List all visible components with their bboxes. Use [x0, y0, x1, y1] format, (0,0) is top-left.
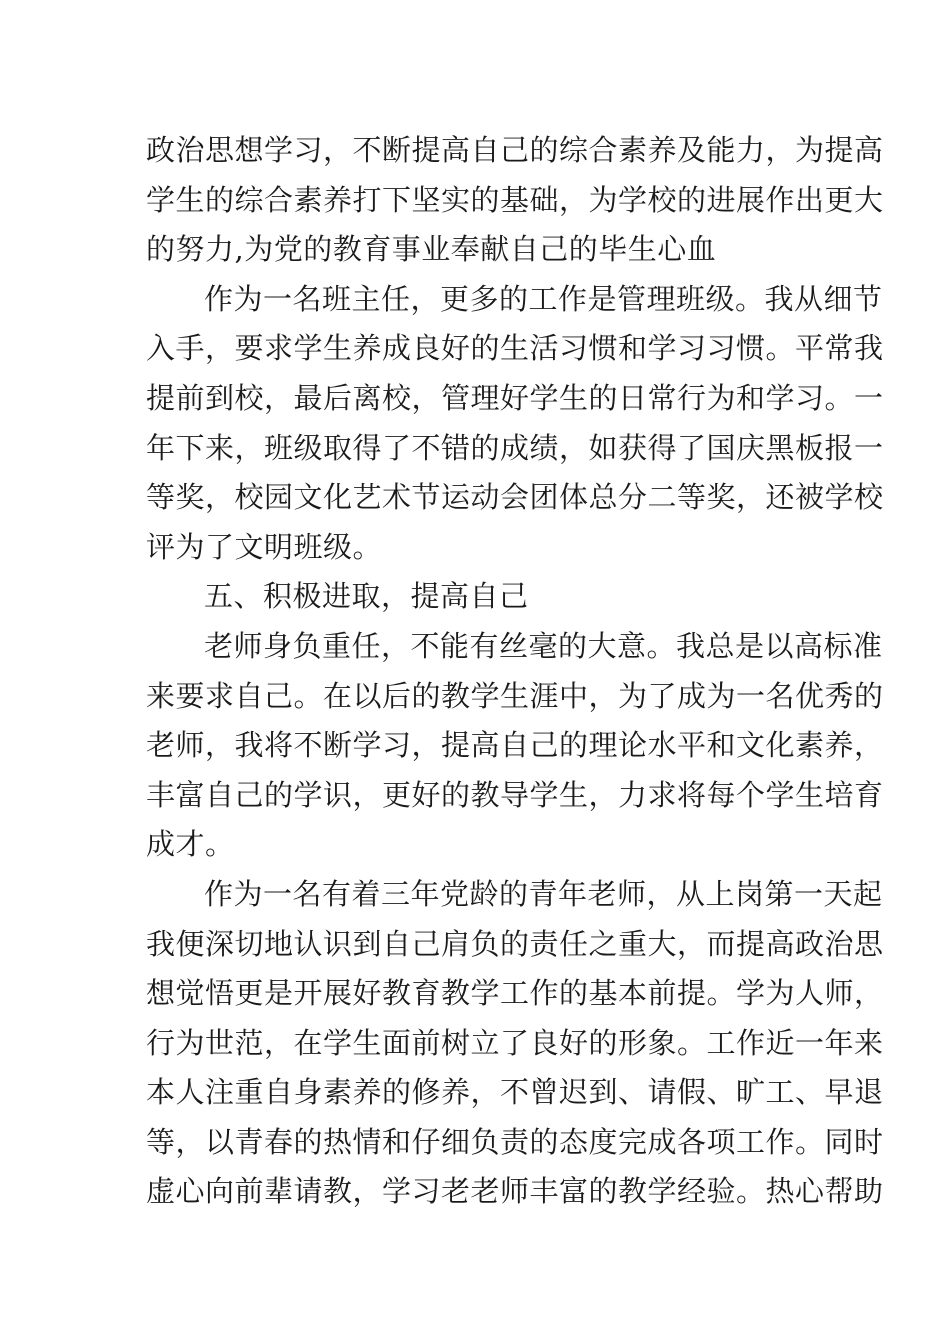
text-line: 想觉悟更是开展好教育教学工作的基本前提。学为人师，	[146, 976, 884, 1011]
text-line: 等奖，校园文化艺术节运动会团体总分二等奖，还被学校	[146, 480, 884, 515]
text-line: 本人注重自身素养的修养，不曾迟到、请假、旷工、早退	[146, 1075, 884, 1110]
text-line: 成才。	[146, 827, 235, 862]
text-line: 虚心向前辈请教，学习老老师丰富的教学经验。热心帮助	[146, 1174, 884, 1209]
paragraph-first-line: 作为一名有着三年党龄的青年老师，从上岗第一天起	[204, 876, 883, 911]
text-line: 我便深切地认识到自己肩负的责任之重大，而提高政治思	[146, 926, 884, 961]
text-line: 年下来，班级取得了不错的成绩，如获得了国庆黑板报一	[146, 430, 884, 465]
text-line: 丰富自己的学识，更好的教导学生，力求将每个学生培育	[146, 777, 884, 812]
paragraph-first-line: 作为一名班主任，更多的工作是管理班级。我从细节	[204, 281, 883, 316]
text-line: 评为了文明班级。	[146, 529, 383, 564]
text-line: 行为世范，在学生面前树立了良好的形象。工作近一年来	[146, 1025, 884, 1060]
text-line: 等，以青春的热情和仔细负责的态度完成各项工作。同时	[146, 1124, 884, 1159]
paragraph-first-line: 老师身负重任，不能有丝毫的大意。我总是以高标准	[204, 628, 883, 663]
text-line: 提前到校，最后离校，管理好学生的日常行为和学习。一	[146, 380, 884, 415]
text-line: 老师，我将不断学习，提高自己的理论水平和文化素养，	[146, 728, 884, 763]
text-line: 的努力,为党的教育事业奉献自己的毕生心血	[146, 232, 717, 267]
text-line: 入手，要求学生养成良好的生活习惯和学习习惯。平常我	[146, 331, 884, 366]
text-line: 学生的综合素养打下坚实的基础，为学校的进展作出更大	[146, 182, 884, 217]
text-line: 政治思想学习，不断提高自己的综合素养及能力，为提高	[146, 133, 884, 167]
text-line: 来要求自己。在以后的教学生涯中，为了成为一名优秀的	[146, 678, 884, 713]
section-heading: 五、积极进取，提高自己	[204, 579, 529, 614]
document-body	[146, 126, 884, 1217]
